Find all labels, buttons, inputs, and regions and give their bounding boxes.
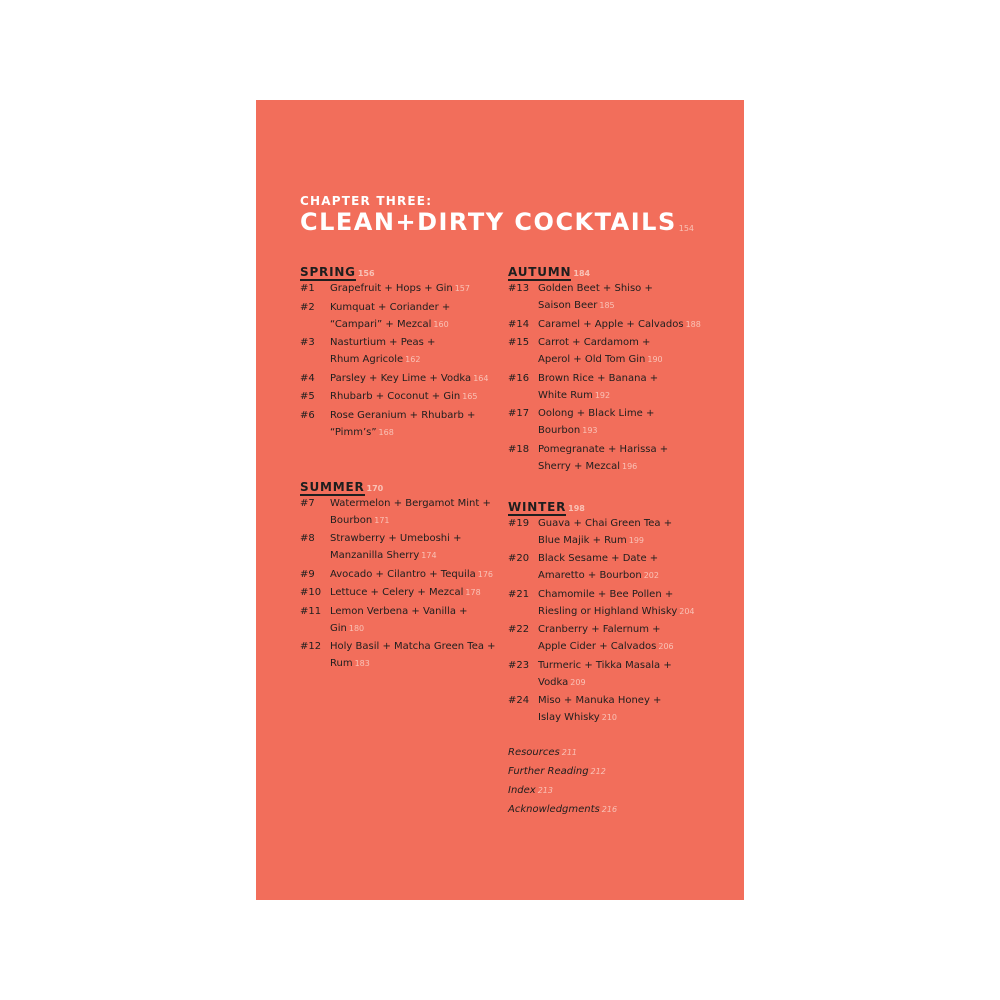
recipe-page-number: 165 <box>462 392 478 401</box>
chapter-label: CHAPTER THREE: <box>300 194 433 208</box>
recipe-entry <box>300 495 500 529</box>
recipe-entry <box>300 584 500 601</box>
back-matter-page-number: 213 <box>537 786 553 795</box>
recipe-page-number: 188 <box>685 319 701 329</box>
recipe-number: #11 <box>300 605 322 617</box>
section-heading <box>300 264 500 280</box>
recipe-entry <box>508 692 708 726</box>
recipe-number: #20 <box>508 553 530 564</box>
section-heading <box>508 264 708 280</box>
recipe-title-line: Kumquat + Coriander + <box>330 301 451 313</box>
recipe-page-number: 204 <box>679 606 695 616</box>
recipe-title <box>538 621 708 655</box>
recipe-number: #1 <box>300 283 315 294</box>
recipe-title-line: Turmeric + Tikka Masala + <box>538 659 672 671</box>
recipe-title <box>538 316 708 333</box>
recipe-title-line: Vodka <box>538 676 569 688</box>
column-right <box>508 264 708 728</box>
recipe-number: #22 <box>508 624 530 635</box>
recipe-number: #15 <box>508 337 530 348</box>
recipe-title-line: Watermelon + Bergamot Mint + <box>330 497 491 509</box>
recipe-title-line: Golden Beet + Shiso + <box>538 283 653 294</box>
back-matter-item <box>508 744 617 762</box>
recipe-page-number: 180 <box>348 623 365 633</box>
back-matter-item <box>508 763 617 781</box>
recipe-entry <box>300 370 500 387</box>
recipe-title <box>538 515 708 549</box>
recipe-number: #9 <box>300 568 315 580</box>
recipe-title <box>330 584 500 601</box>
column-left <box>300 264 500 674</box>
recipe-title <box>538 370 708 404</box>
recipe-entry <box>508 515 708 549</box>
recipe-page-number: 209 <box>570 677 586 687</box>
recipe-number: #24 <box>508 695 530 706</box>
recipe-title <box>330 530 500 564</box>
recipe-entry <box>508 316 708 333</box>
back-matter-item <box>508 782 617 800</box>
recipe-page-number: 202 <box>643 571 659 580</box>
recipe-page-number: 176 <box>477 569 494 579</box>
section-autumn <box>508 264 708 475</box>
recipe-title-line: Nasturtium + Peas + <box>330 337 436 348</box>
recipe-title <box>330 603 500 637</box>
recipe-entry <box>300 299 500 333</box>
recipe-page-number: 168 <box>378 427 394 437</box>
recipe-title-line: Aperol + Old Tom Gin <box>538 354 646 365</box>
recipe-title-line: White Rum <box>538 389 593 401</box>
back-matter-label: Resources <box>508 747 560 758</box>
recipe-title <box>538 280 708 314</box>
recipe-number: #5 <box>300 391 315 402</box>
recipe-page-number: 157 <box>454 284 470 293</box>
recipe-page-number: 174 <box>421 551 437 560</box>
recipe-title-line: Rhubarb + Coconut + Gin <box>330 391 461 402</box>
recipe-number: #21 <box>508 588 530 600</box>
recipe-entry <box>300 407 500 441</box>
recipe-title-line: Bourbon <box>538 425 581 436</box>
recipe-title-line: Riesling or Highland Whisky <box>538 605 678 617</box>
recipe-title <box>538 692 708 726</box>
recipe-entry <box>300 334 500 368</box>
recipe-title-line: Rum <box>330 658 353 669</box>
recipe-title-line: Rhum Agricole <box>330 354 404 365</box>
recipe-number: #4 <box>300 372 315 384</box>
recipe-title <box>538 441 708 475</box>
recipe-entry <box>508 657 708 691</box>
recipe-page-number: 164 <box>473 373 489 383</box>
recipe-entry <box>300 280 500 297</box>
recipe-entry <box>508 550 708 584</box>
recipe-title-line: Cranberry + Falernum + <box>538 624 661 635</box>
recipe-entry <box>300 638 500 672</box>
recipe-title-line: Parsley + Key Lime + Vodka <box>330 372 472 384</box>
recipe-title-line: Carrot + Cardamom + <box>538 337 651 348</box>
recipe-page-number: 193 <box>582 426 598 435</box>
recipe-title <box>330 334 500 368</box>
recipe-title-line: Islay Whisky <box>538 712 600 723</box>
section-page-number: 156 <box>357 269 375 278</box>
recipe-title-line: Rose Geranium + Rhubarb + <box>330 409 476 421</box>
recipe-number: #14 <box>508 318 530 330</box>
recipe-entry <box>300 566 500 583</box>
recipe-number: #8 <box>300 533 315 544</box>
recipe-title <box>538 550 708 584</box>
recipe-entry <box>300 530 500 564</box>
recipe-title-line: Holy Basil + Matcha Green Tea + <box>330 641 496 652</box>
recipe-number: #3 <box>300 337 315 348</box>
recipe-number: #18 <box>508 443 530 455</box>
back-matter-list <box>508 744 617 820</box>
back-matter-label: Further Reading <box>508 766 589 777</box>
recipe-number: #6 <box>300 409 315 421</box>
recipe-number: #19 <box>508 517 530 529</box>
recipe-title-line: Brown Rice + Banana + <box>538 372 659 384</box>
back-matter-item <box>508 801 617 819</box>
recipe-title-line: Guava + Chai Green Tea + <box>538 517 673 529</box>
recipe-title <box>538 334 708 368</box>
section-heading <box>508 499 708 515</box>
recipe-title-line: Blue Majik + Rum <box>538 534 627 546</box>
section-summer <box>300 479 500 673</box>
section-winter <box>508 499 708 727</box>
recipe-page-number: 196 <box>621 461 638 471</box>
back-matter-page-number: 211 <box>561 748 578 757</box>
recipe-page-number: 171 <box>374 515 390 525</box>
recipe-entry <box>508 280 708 314</box>
recipe-entry <box>508 334 708 368</box>
recipe-title <box>330 370 500 387</box>
recipe-title-line: Strawberry + Umeboshi + <box>330 533 462 544</box>
recipe-page-number: 190 <box>647 355 663 364</box>
recipe-number: #13 <box>508 283 530 294</box>
recipe-number: #17 <box>508 408 530 419</box>
back-matter-page-number: 216 <box>601 805 618 814</box>
recipe-title-line: Sherry + Mezcal <box>538 460 620 472</box>
recipe-title-line: Black Sesame + Date + <box>538 553 659 564</box>
recipe-page-number: 210 <box>601 713 618 722</box>
recipe-entry <box>300 388 500 405</box>
section-page-number: 170 <box>366 483 384 493</box>
recipe-title-line: Bourbon <box>330 514 373 526</box>
recipe-page-number: 178 <box>465 588 481 597</box>
recipe-title <box>330 299 500 333</box>
recipe-title-line: “Pimm’s” <box>330 426 377 438</box>
section-title: WINTER <box>508 499 567 514</box>
back-matter-label: Index <box>508 785 536 796</box>
recipe-title-line: Grapefruit + Hops + Gin <box>330 283 453 294</box>
recipe-title-line: Lemon Verbena + Vanilla + <box>330 605 468 617</box>
recipe-title <box>538 405 708 439</box>
section-title: SUMMER <box>300 479 365 494</box>
recipe-number: #2 <box>300 301 315 313</box>
recipe-title-line: Miso + Manuka Honey + <box>538 695 662 706</box>
recipe-entry <box>508 370 708 404</box>
section-heading <box>300 479 500 495</box>
section-page-number: 198 <box>568 503 585 513</box>
recipe-title <box>538 586 708 620</box>
recipe-entry <box>508 621 708 655</box>
recipe-page-number: 183 <box>354 659 370 668</box>
recipe-entry <box>508 586 708 620</box>
recipe-title-line: Amaretto + Bourbon <box>538 570 642 581</box>
recipe-title-line: Apple Cider + Calvados <box>538 641 657 652</box>
recipe-title-line: Avocado + Cilantro + Tequila <box>330 568 476 580</box>
section-page-number: 184 <box>573 269 591 278</box>
book-page <box>256 100 744 900</box>
recipe-title-line: Lettuce + Celery + Mezcal <box>330 587 464 598</box>
recipe-page-number: 162 <box>405 355 421 364</box>
recipe-entry <box>300 603 500 637</box>
recipe-title <box>330 280 500 297</box>
recipe-page-number: 206 <box>658 642 674 651</box>
recipe-title <box>330 566 500 583</box>
recipe-title-line: Pomegranate + Harissa + <box>538 443 669 455</box>
recipe-entry <box>508 441 708 475</box>
recipe-number: #12 <box>300 641 322 652</box>
recipe-page-number: 199 <box>628 535 645 545</box>
recipe-number: #7 <box>300 497 315 509</box>
recipe-title-line: Gin <box>330 622 347 634</box>
recipe-title <box>330 407 500 441</box>
back-matter-page-number: 212 <box>590 767 606 776</box>
chapter-title <box>300 208 694 236</box>
recipe-title <box>538 657 708 691</box>
recipe-entry <box>508 405 708 439</box>
section-title: SPRING <box>300 265 356 279</box>
chapter-title-text: CLEAN+DIRTY COCKTAILS <box>300 208 677 236</box>
recipe-number: #10 <box>300 587 322 598</box>
recipe-title <box>330 638 500 672</box>
recipe-title <box>330 495 500 529</box>
recipe-page-number: 160 <box>433 319 449 329</box>
recipe-page-number: 185 <box>599 301 615 310</box>
back-matter-label: Acknowledgments <box>508 804 600 815</box>
recipe-number: #16 <box>508 372 530 384</box>
recipe-title-line: “Campari” + Mezcal <box>330 318 432 330</box>
recipe-title-line: Saison Beer <box>538 300 598 311</box>
chapter-page-number: 154 <box>678 224 695 233</box>
recipe-title-line: Caramel + Apple + Calvados <box>538 318 684 330</box>
recipe-title-line: Oolong + Black Lime + <box>538 408 655 419</box>
section-spring <box>300 264 500 441</box>
section-title: AUTUMN <box>508 265 572 279</box>
recipe-page-number: 192 <box>594 390 611 400</box>
recipe-number: #23 <box>508 659 530 671</box>
recipe-title-line: Manzanilla Sherry <box>330 550 420 561</box>
recipe-title <box>330 388 500 405</box>
recipe-title-line: Chamomile + Bee Pollen + <box>538 588 674 600</box>
